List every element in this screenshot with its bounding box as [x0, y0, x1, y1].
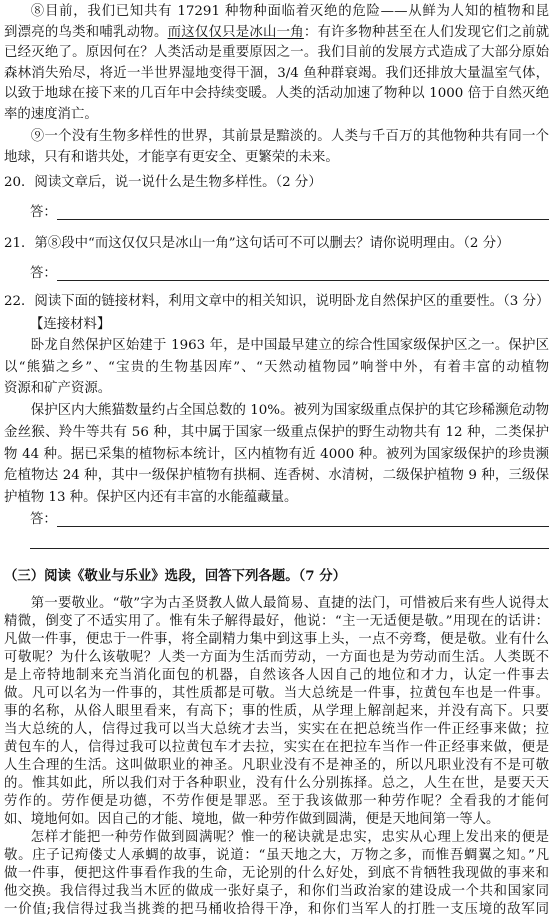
question-22-prompt: 22．阅读下面的链接材料，利用文章中的相关知识，说明卧龙自然保护区的重要性。（3 分）: [4, 294, 549, 309]
material-paragraph-2-line: 金丝猴、羚牛等共有 56 种，其中属于国家一级重点保护的野生动物共有 12 种，二类保护: [4, 424, 549, 440]
material-paragraph-2-line: 护植物 13 种。保护区内还有丰富的水能蕴藏量。: [4, 490, 298, 506]
answer-blank-21[interactable]: [57, 279, 549, 281]
section-3-paragraph-1-line: 劳作的。劳作便是功德，不劳作便是罪恶。至于我该做那一种劳作呢？全看我的才能何: [4, 794, 549, 809]
section-3-paragraph-1-line: 如、境地何如。因自己的才能、境地，做一种劳作做到圆满，便是天地间第一等人。: [4, 812, 500, 827]
material-paragraph-1-line: 卧龙自然保护区始建于 1963 年，是中国最早建立的综合性国家级保护区之一。保护区: [30, 338, 549, 353]
question-21-prompt: 21．第⑧段中“而这仅仅只是冰山一角”这句话可不可以删去？请你说明理由。（2 分）: [4, 236, 510, 251]
answer-blank-20[interactable]: [57, 218, 549, 220]
paragraph-9-line: 地球，只有和谐共处，才能享有更安全、更繁荣的未来。: [4, 150, 339, 165]
paragraph-8: [4, 2, 549, 126]
section-3-paragraph-1-line: 人生合理的生活。这叫做职业的神圣。凡职业没有不是神圣的，所以凡职业没有不是可敬: [4, 758, 549, 773]
section-3-paragraph-2-line: 他交换。我信得过我当木匠的做成一张好桌子，和你们当政治家的建设成一个共和国家同: [4, 884, 549, 899]
answer-label: 答：: [30, 266, 57, 281]
section-3-paragraph-1-line: 的。惟其如此，所以我们对于各种职业，没有什么分别拣择。总之，人生在世，是要天天: [4, 776, 549, 791]
answer-blank-22[interactable]: [57, 525, 549, 527]
paragraph-8-line: 以致于地球在接下来的几百年中会持续变暖。人类的活动加速了物种以 1000 倍于自然灭绝: [4, 86, 549, 102]
material-paragraph-2-line: 保护区内大熊猫数量约占全国总数的 10%。被列为国家级重点保护的其它珍稀濒危动物: [30, 403, 549, 418]
material-paragraph-1: [4, 335, 549, 400]
paragraph-8-line: 森林消失殆尽，将近一半世界湿地变得干涸，3/4 鱼种群衰竭。我们还排放大量温室气体，: [4, 65, 549, 81]
section-3-paragraph-1: [4, 595, 549, 829]
paragraph-8-line: 率的速度消亡。: [4, 106, 98, 122]
answer-row-20: [30, 202, 549, 223]
paragraph-9-line: ⑨一个没有生物多样性的世界，其前景是黯淡的。人类与千百万的其他物种共有同一个: [30, 129, 549, 144]
answer-row-21: [30, 263, 549, 284]
text-segment: ：有许多物种甚至在人们发现它们之前就: [303, 24, 549, 40]
section-3-paragraph-2: [4, 829, 549, 919]
paragraph-8-line: 已经灭绝了。原因何在？人类活动是重要原因之一。我们目前的发展方式造成了大部分原始: [4, 45, 549, 61]
section-3-paragraph-1-line: 黄包车的人，信得过我可以拉黄包车才去拉，实实在在把拉车当作一件正经事来做，便是: [4, 740, 549, 755]
material-paragraph-2-line: 物 44 种。据已采集的植物标本统计，区内植物有近 4000 种。被列为国家级保护的珍贵濒: [4, 446, 549, 462]
question-20-prompt: 20．阅读文章后，说一说什么是生物多样性。（2 分）: [4, 175, 322, 190]
section-3-paragraph-2-line: 怎样才能把一种劳作做到圆满呢？惟一的秘诀就是忠实，忠实从心理上发出来的便是: [30, 830, 549, 845]
paragraph-8-line: [4, 23, 549, 44]
material-paragraph-1-line: 资源和矿产资源。: [4, 381, 112, 397]
material-paragraph-2-line: 危植物达 24 种，其中一级保护植物有拱桐、连香树、水清树，二级保护植物 9 种，三级保: [4, 468, 549, 484]
section-3-paragraph-1-line: 事的名称，从俗人眼里看来，有高下；事的性质，从学理上解剖起来，并没有高下。只要: [4, 704, 549, 719]
material-paragraph-1-line: 以“熊猫之乡”、“宝贵的生物基因库”、“天然动植物园”响誉中外，有着丰富的动植物: [4, 359, 549, 375]
paragraph-9: [4, 126, 549, 168]
section-3-paragraph-1-line: 当大总统的人，信得过我可以当大总统才去当，实实在在把总统当作一件正经事来做；拉: [4, 722, 549, 737]
paragraph-8-line: ⑧目前，我们已知共有 17291 种物种面临着灭绝的危险——从鲜为人知的植物和昆: [30, 4, 549, 19]
answer-label: 答：: [30, 205, 57, 220]
section-3-paragraph-2-line: 敬。庄子记痀偻丈人承蜩的故事，说道：“虽天地之大，万物之多，而惟吾蜩翼之知。”凡: [4, 848, 549, 863]
section-3-paragraph-1-line: 精微，倒变了不适实用了。惟有朱子解得最好，他说：“主一无适便是敬。”用现在的话讲：: [4, 614, 549, 629]
section-3-paragraph-1-line: 第一要敬业。“敬”字为古圣贤教人做人最简易、直捷的法门，可惜被后来有些人说得太: [30, 596, 549, 611]
answer-label: 答：: [30, 512, 57, 527]
section-3-paragraph-2-line: 做一件事，便把这件事看作我的生命，无论别的什么好处，到底不肯牺牲我现做的事来和: [4, 866, 549, 881]
section-3-paragraph-1-line: 凡做一件事，便忠于一件事，将全副精力集中到这事上头，一点不旁骛，便是敬。业有什么: [4, 632, 549, 647]
section-3-paragraph-1-line: 可敬呢？为什么该敬呢？人类一方面为生活而劳动，一方面也是为劳动而生活。人类既不: [4, 650, 549, 665]
underlined-phrase: 而这仅仅只是冰山一角: [167, 24, 304, 40]
material-paragraph-2: [4, 400, 549, 509]
section-3-paragraph-1-line: 是上帝特地制来充当消化面包的机器，自然该各人因自己的地位和才力，认定一件事去: [4, 668, 549, 683]
material-heading: 【连接材料】: [30, 317, 111, 332]
text-segment: 到漂亮的鸟类和哺乳动物。: [4, 24, 168, 40]
section-3-paragraph-2-line: 一价值;我信得过我当挑粪的把马桶收拾得干净，和你们当军人的打胜一支压境的敌军同: [4, 902, 549, 917]
answer-row-22: [30, 509, 549, 530]
section-3-heading: （三）阅读《敬业与乐业》选段，回答下列各题。（7 分）: [4, 568, 347, 584]
section-3-paragraph-1-line: 做。凡可以名为一件事的，其性质都是可敬。当大总统是一件事，拉黄包车也是一件事。: [4, 686, 549, 701]
answer-blank-22-extra-line[interactable]: [30, 548, 549, 549]
